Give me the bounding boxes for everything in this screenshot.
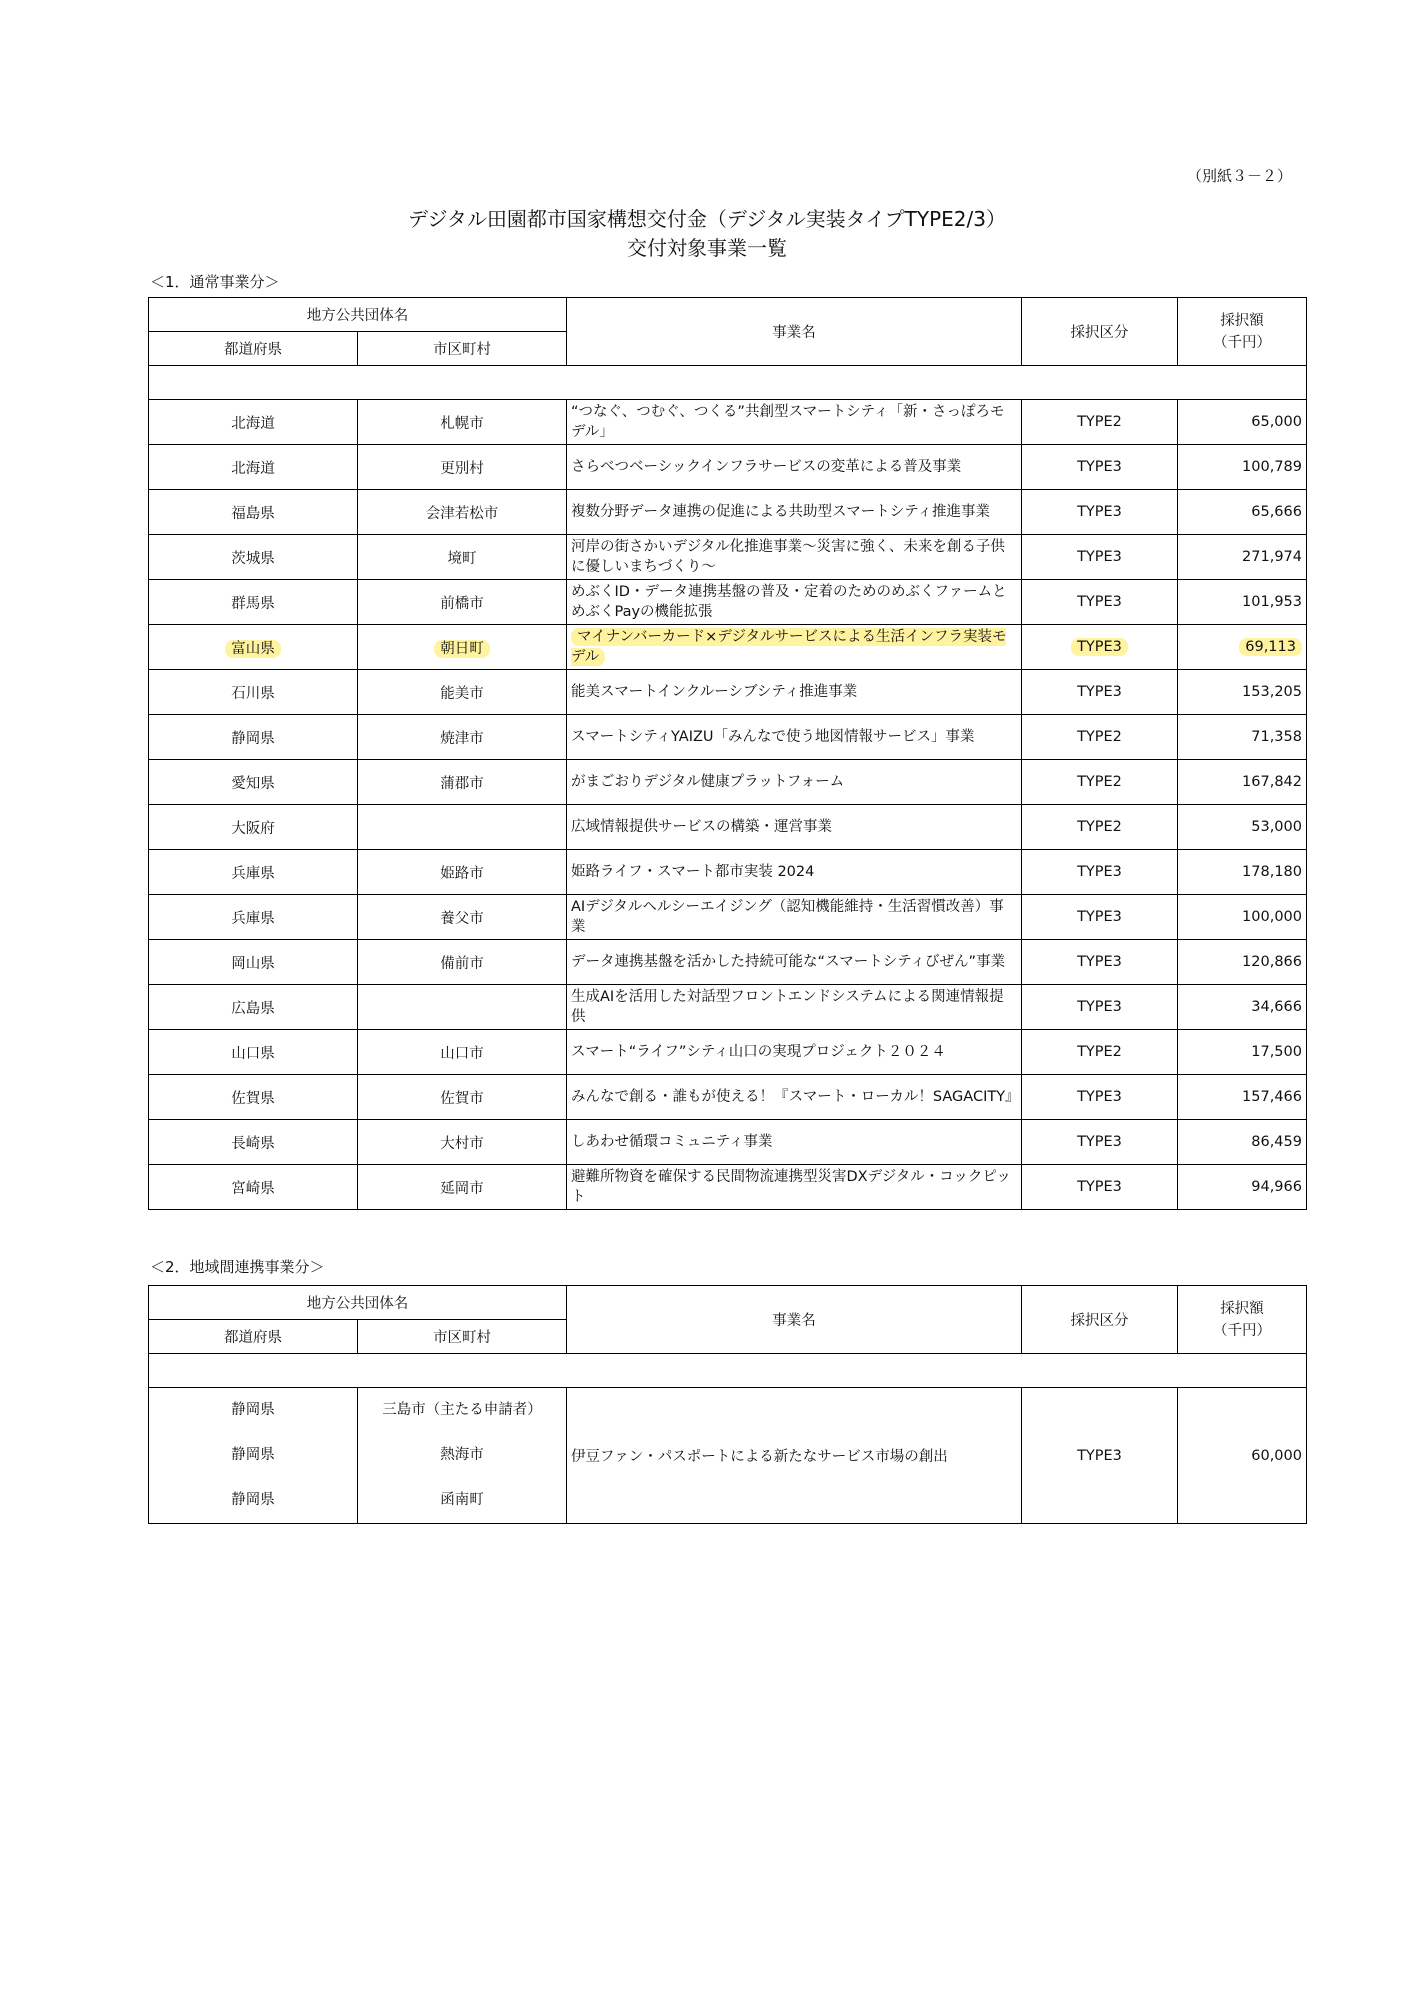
table-row (149, 445, 1307, 490)
city-name: 備前市 (440, 955, 484, 972)
project-amount: 86,459 (1251, 1134, 1302, 1150)
project-amount-cell (1178, 940, 1307, 985)
city-name: 函南町 (440, 1492, 484, 1508)
city-name: 熱海市 (440, 1447, 484, 1463)
project-type-cell (1022, 715, 1178, 760)
pref-name-cell (149, 670, 358, 715)
city-name: 朝日町 (434, 640, 490, 658)
project-amount-cell (1178, 400, 1307, 445)
table-row (149, 400, 1307, 445)
project-name: マイナンバーカード×デジタルサービスによる生活インフラ実装モデル (571, 629, 1007, 665)
project-type: TYPE3 (1077, 459, 1122, 475)
project-name: 姫路ライフ・スマート都市実装 2024 (571, 864, 815, 880)
project-amount: 178,180 (1242, 864, 1302, 880)
project-type-cell (1022, 895, 1178, 940)
pref-name: 宮崎県 (231, 1180, 275, 1197)
city-name: 姫路市 (440, 865, 484, 882)
document-subtitle: 交付対象事業一覧 (627, 236, 787, 260)
project-amount-cell (1178, 1165, 1307, 1210)
project-type-cell (1022, 670, 1178, 715)
table-row (149, 1165, 1307, 1210)
city-name-cell (358, 1030, 567, 1075)
city-name-cell (358, 625, 567, 670)
project-amount: 94,966 (1251, 1179, 1302, 1195)
city-name: 三島市（主たる申請者） (382, 1402, 542, 1418)
header-type: 採択区分 (1022, 298, 1178, 366)
project-type-cell (1022, 1075, 1178, 1120)
project-name: めぶくID・データ連携基盤の普及・定着のためのめぶくファームとめぶくPayの機能拡張 (571, 584, 1007, 620)
project-amount: 100,000 (1242, 909, 1302, 925)
project-name-cell (567, 760, 1022, 805)
pref-name: 北海道 (231, 415, 275, 432)
city-name-cell (358, 400, 567, 445)
project-amount-cell (1178, 1030, 1307, 1075)
city-name-cell (358, 760, 567, 805)
city-name-cell (358, 895, 567, 940)
project-type: TYPE2 (1077, 414, 1122, 430)
project-amount-cell (1178, 535, 1307, 580)
project-type: TYPE3 (1077, 864, 1122, 880)
project-amount: 120,866 (1242, 954, 1302, 970)
project-type: TYPE3 (1077, 1134, 1122, 1150)
city-name-cell (358, 850, 567, 895)
city-name: 大村市 (440, 1135, 484, 1152)
project-type: TYPE2 (1077, 729, 1122, 745)
table-row (149, 1388, 1307, 1524)
project-type-cell (1022, 985, 1178, 1030)
project-type: TYPE3 (1077, 1179, 1122, 1195)
project-type: TYPE3 (1022, 1388, 1178, 1524)
project-amount: 65,000 (1251, 414, 1302, 430)
table-row (149, 535, 1307, 580)
project-type: TYPE3 (1077, 1089, 1122, 1105)
pref-name: 静岡県 (231, 1492, 275, 1508)
table-row (149, 850, 1307, 895)
project-type-cell (1022, 805, 1178, 850)
header-pref: 都道府県 (149, 1320, 358, 1354)
pref-cell (149, 1388, 358, 1524)
project-name-cell (567, 625, 1022, 670)
table-row (149, 580, 1307, 625)
pref-name: 福島県 (231, 505, 275, 522)
project-type-cell (1022, 445, 1178, 490)
project-name-cell (567, 535, 1022, 580)
table-row (149, 490, 1307, 535)
pref-name: 岡山県 (231, 955, 275, 972)
city-name: 札幌市 (440, 415, 484, 432)
project-amount: 65,666 (1251, 504, 1302, 520)
header-amount-line1: 採択額 (1220, 1300, 1264, 1317)
city-name-cell (358, 670, 567, 715)
project-type-cell (1022, 1165, 1178, 1210)
city-name-cell (358, 490, 567, 535)
pref-name: 静岡県 (231, 1447, 275, 1463)
project-type: TYPE3 (1077, 909, 1122, 925)
regular-projects-body (149, 400, 1307, 1210)
city-name-cell (358, 1165, 567, 1210)
project-amount: 271,974 (1242, 549, 1302, 565)
project-name: AIデジタルヘルシーエイジング（認知機能維持・生活習慣改善）事業 (571, 899, 1004, 935)
pref-name: 静岡県 (231, 1402, 275, 1418)
project-amount-cell (1178, 490, 1307, 535)
pref-name: 広島県 (231, 1000, 275, 1017)
project-amount-cell (1178, 445, 1307, 490)
pref-name-cell (149, 1075, 358, 1120)
project-type: TYPE2 (1077, 819, 1122, 835)
project-amount-cell (1178, 850, 1307, 895)
city-name-cell (358, 445, 567, 490)
project-amount: 69,113 (1239, 638, 1302, 656)
city-name-cell (358, 985, 567, 1030)
city-name-cell (358, 1075, 567, 1120)
header-city: 市区町村 (358, 1320, 567, 1354)
project-amount-cell (1178, 670, 1307, 715)
table-row (149, 625, 1307, 670)
pref-name-cell (149, 625, 358, 670)
header-amount-line2: （千円） (1213, 1322, 1271, 1339)
table-row (149, 940, 1307, 985)
project-amount: 157,466 (1242, 1089, 1302, 1105)
pref-name-cell (149, 760, 358, 805)
project-name: さらべつベーシックインフラサービスの変革による普及事業 (571, 459, 962, 475)
project-name-cell (567, 850, 1022, 895)
project-name: スマートシティYAIZU「みんなで使う地図情報サービス」事業 (571, 729, 975, 745)
city-name: 会津若松市 (425, 505, 499, 522)
pref-name: 大阪府 (231, 820, 275, 837)
pref-name: 茨城県 (231, 550, 275, 567)
section1-label: ＜1．通常事業分＞ (150, 273, 280, 291)
header-project: 事業名 (567, 1286, 1022, 1354)
table-row (149, 1030, 1307, 1075)
project-amount-cell (1178, 1120, 1307, 1165)
pref-name-cell (149, 1120, 358, 1165)
project-name: 河岸の街さかいデジタル化推進事業～災害に強く、未来を創る子供に優しいまちづくり～ (571, 539, 1005, 575)
header-type: 採択区分 (1022, 1286, 1178, 1354)
pref-name-cell (149, 715, 358, 760)
pref-name-cell (149, 850, 358, 895)
project-name: 生成AIを活用した対話型フロントエンドシステムによる関連情報提供 (571, 989, 1004, 1025)
project-amount-cell (1178, 985, 1307, 1030)
city-name: 更別村 (440, 460, 484, 477)
project-type-cell (1022, 940, 1178, 985)
project-amount: 153,205 (1242, 684, 1302, 700)
project-type-cell (1022, 1030, 1178, 1075)
project-name-cell (567, 490, 1022, 535)
project-amount: 101,953 (1242, 594, 1302, 610)
project-type-cell (1022, 400, 1178, 445)
project-name: “つなぐ、つむぐ、つくる”共創型スマートシティ「新・さっぽろモデル」 (571, 404, 1005, 440)
city-name: 山口市 (440, 1045, 484, 1062)
project-name-cell (567, 1120, 1022, 1165)
project-type-cell (1022, 535, 1178, 580)
project-amount-cell (1178, 895, 1307, 940)
project-name-cell (567, 985, 1022, 1030)
project-type-cell (1022, 760, 1178, 805)
pref-name-cell (149, 445, 358, 490)
city-name: 延岡市 (440, 1180, 484, 1197)
city-name-cell (358, 1120, 567, 1165)
pref-name-cell (149, 895, 358, 940)
pref-name: 静岡県 (231, 730, 275, 747)
section2-label: ＜2．地域間連携事業分＞ (150, 1258, 325, 1276)
project-type-cell (1022, 580, 1178, 625)
project-type-cell (1022, 1120, 1178, 1165)
project-amount-cell (1178, 715, 1307, 760)
project-amount: 167,842 (1242, 774, 1302, 790)
project-name-cell (567, 1165, 1022, 1210)
project-amount: 60,000 (1178, 1388, 1307, 1524)
project-name: 伊豆ファン・パスポートによる新たなサービス市場の創出 (567, 1388, 1022, 1524)
pref-name-cell (149, 940, 358, 985)
pref-name-cell (149, 1165, 358, 1210)
project-type-cell (1022, 625, 1178, 670)
city-cell (358, 1388, 567, 1524)
table-row (149, 670, 1307, 715)
pref-name: 富山県 (225, 640, 281, 658)
pref-name-cell (149, 580, 358, 625)
pref-name-cell (149, 805, 358, 850)
header-amount-line1: 採択額 (1220, 312, 1264, 329)
header-group: 地方公共団体名 (149, 298, 567, 332)
project-name-cell (567, 1030, 1022, 1075)
project-type: TYPE2 (1077, 1044, 1122, 1060)
pref-name: 石川県 (231, 685, 275, 702)
project-amount: 34,666 (1251, 999, 1302, 1015)
project-amount: 71,358 (1251, 729, 1302, 745)
pref-name: 北海道 (231, 460, 275, 477)
header-city: 市区町村 (358, 332, 567, 366)
city-name-cell (358, 535, 567, 580)
project-type: TYPE3 (1071, 638, 1128, 656)
table-row (149, 805, 1307, 850)
pref-name-cell (149, 985, 358, 1030)
table-row (149, 1120, 1307, 1165)
city-name-cell (358, 580, 567, 625)
pref-name: 佐賀県 (231, 1090, 275, 1107)
table-row (149, 1075, 1307, 1120)
project-name-cell (567, 400, 1022, 445)
city-name: 養父市 (440, 910, 484, 927)
project-name-cell (567, 670, 1022, 715)
city-name-cell (358, 715, 567, 760)
project-amount-cell (1178, 580, 1307, 625)
table-row (149, 985, 1307, 1030)
project-type-cell (1022, 490, 1178, 535)
annex-label: （別紙３－２） (1186, 167, 1292, 185)
document-title: デジタル田園都市国家構想交付金（デジタル実装タイプTYPE2/3） (408, 207, 1006, 231)
table-row (149, 715, 1307, 760)
project-name: みんなで創る・誰もが使える！『スマート・ローカル！SAGACITY』 (571, 1089, 1020, 1105)
project-type-cell (1022, 850, 1178, 895)
city-name: 焼津市 (440, 730, 484, 747)
pref-name: 兵庫県 (231, 910, 275, 927)
project-amount: 17,500 (1251, 1044, 1302, 1060)
project-name-cell (567, 1075, 1022, 1120)
project-name-cell (567, 805, 1022, 850)
project-name: 複数分野データ連携の促進による共助型スマートシティ推進事業 (571, 504, 991, 520)
header-pref: 都道府県 (149, 332, 358, 366)
project-name-cell (567, 580, 1022, 625)
header-group: 地方公共団体名 (149, 1286, 567, 1320)
city-name: 境町 (447, 550, 477, 567)
project-amount: 53,000 (1251, 819, 1302, 835)
city-name: 能美市 (440, 685, 484, 702)
project-amount: 100,789 (1242, 459, 1302, 475)
project-type: TYPE3 (1077, 549, 1122, 565)
pref-name-cell (149, 1030, 358, 1075)
project-name: 広域情報提供サービスの構築・運営事業 (571, 819, 832, 835)
table-row (149, 895, 1307, 940)
pref-name-cell (149, 490, 358, 535)
project-name: データ連携基盤を活かした持続可能な“スマートシティびぜん”事業 (571, 954, 1006, 970)
interregional-projects-table (148, 1285, 1307, 1524)
project-name-cell (567, 715, 1022, 760)
project-type: TYPE3 (1077, 954, 1122, 970)
pref-name: 山口県 (231, 1045, 275, 1062)
project-type: TYPE2 (1077, 774, 1122, 790)
pref-name: 群馬県 (231, 595, 275, 612)
header-amount-line2: （千円） (1213, 334, 1271, 351)
pref-name: 長崎県 (231, 1135, 275, 1152)
project-name-cell (567, 940, 1022, 985)
city-name-cell (358, 805, 567, 850)
header-amount (1178, 298, 1307, 366)
regular-projects-table (148, 297, 1307, 1210)
project-name: 避難所物資を確保する民間物流連携型災害DXデジタル・コックピット (571, 1169, 1011, 1205)
city-name-cell (358, 940, 567, 985)
project-type: TYPE3 (1077, 594, 1122, 610)
city-name: 蒲郡市 (440, 775, 484, 792)
project-name: スマート“ライフ”シティ山口の実現プロジェクト２０２４ (571, 1044, 946, 1060)
project-name: しあわせ循環コミュニティ事業 (571, 1134, 773, 1150)
header-project: 事業名 (567, 298, 1022, 366)
table-row (149, 760, 1307, 805)
city-name: 佐賀市 (440, 1090, 484, 1107)
project-amount-cell (1178, 1075, 1307, 1120)
pref-name: 兵庫県 (231, 865, 275, 882)
project-amount-cell (1178, 805, 1307, 850)
project-type: TYPE3 (1077, 684, 1122, 700)
project-amount-cell (1178, 625, 1307, 670)
pref-name: 愛知県 (231, 775, 275, 792)
project-amount-cell (1178, 760, 1307, 805)
project-name: がまごおりデジタル健康プラットフォーム (571, 774, 845, 790)
project-type: TYPE3 (1077, 999, 1122, 1015)
header-amount (1178, 1286, 1307, 1354)
pref-name-cell (149, 535, 358, 580)
project-name-cell (567, 445, 1022, 490)
pref-name-cell (149, 400, 358, 445)
project-type: TYPE3 (1077, 504, 1122, 520)
city-name: 前橋市 (440, 595, 484, 612)
project-name: 能美スマートインクルーシブシティ推進事業 (571, 684, 858, 700)
project-name-cell (567, 895, 1022, 940)
